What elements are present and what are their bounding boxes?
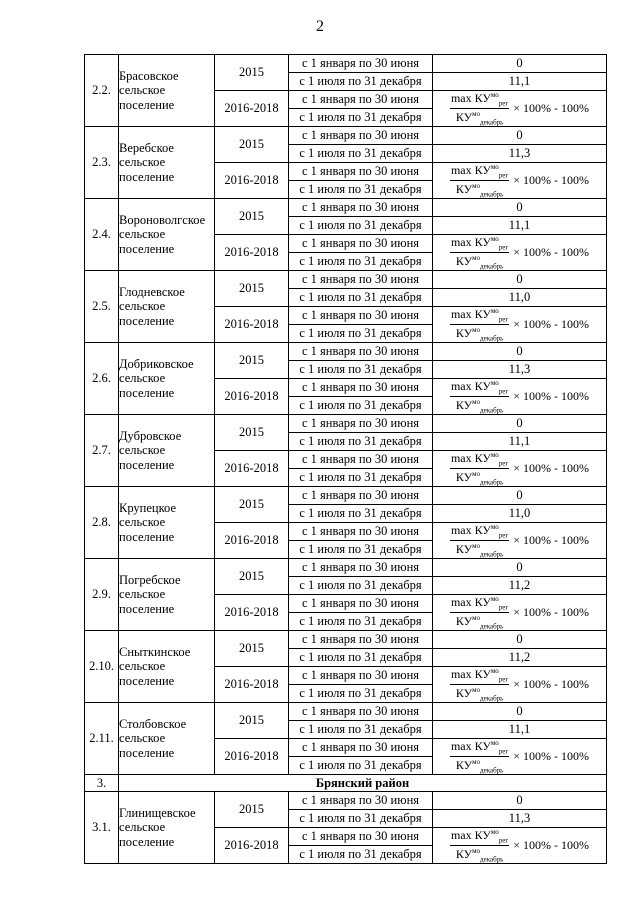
- settlement-name: Веребское сельское поселение: [119, 127, 215, 199]
- formula: [433, 236, 606, 270]
- period-cell: с 1 января по 30 июня: [289, 739, 433, 757]
- formula-cell: [433, 91, 607, 127]
- period-cell: с 1 января по 30 июня: [289, 271, 433, 289]
- row-number: 2.9.: [85, 559, 119, 631]
- formula-numerator: [450, 163, 509, 181]
- row-number: 2.7.: [85, 415, 119, 487]
- period-cell: с 1 июля по 31 декабря: [289, 253, 433, 271]
- formula-denominator-sup: мо: [472, 470, 481, 478]
- formula-denominator: [456, 397, 504, 414]
- formula-numerator-sup: мо: [490, 827, 499, 836]
- page-number: 2: [316, 18, 324, 35]
- formula-numerator-text: max КУ: [450, 827, 491, 842]
- formula-numerator-sup: мо: [490, 378, 499, 387]
- value-cell: 11,3: [433, 145, 607, 163]
- table-row: [85, 703, 607, 721]
- settlement-name: Брасовское сельское поселение: [119, 55, 215, 127]
- settlement-name: Дубровское сельское поселение: [119, 415, 215, 487]
- formula-numerator-sub: рег: [498, 835, 509, 844]
- period-cell: с 1 июля по 31 декабря: [289, 649, 433, 667]
- period-cell: с 1 января по 30 июня: [289, 451, 433, 469]
- formula-denominator-text: КУ: [455, 686, 473, 700]
- formula-numerator-text: max КУ: [450, 378, 491, 393]
- formula-denominator-sub: декабрь: [480, 406, 504, 415]
- year-cell: 2016-2018: [215, 163, 289, 199]
- row-number: 2.2.: [85, 55, 119, 127]
- period-cell: с 1 июля по 31 декабря: [289, 505, 433, 523]
- value-cell: 0: [433, 343, 607, 361]
- value-cell: 11,1: [433, 217, 607, 235]
- formula-numerator: [450, 523, 509, 541]
- formula-denominator-sup: мо: [472, 847, 481, 855]
- value-cell: 0: [433, 559, 607, 577]
- formula-fraction: [450, 739, 509, 775]
- period-cell: с 1 июля по 31 декабря: [289, 73, 433, 91]
- period-cell: с 1 января по 30 июня: [289, 415, 433, 433]
- formula-denominator-sup: мо: [472, 614, 481, 622]
- formula-fraction: [450, 667, 509, 703]
- formula-denominator-sup: мо: [472, 758, 481, 766]
- formula-numerator-sup: мо: [490, 522, 499, 531]
- formula-denominator: [456, 109, 504, 126]
- formula-denominator-sub: декабрь: [480, 190, 504, 199]
- formula-denominator-text: КУ: [455, 326, 473, 340]
- formula: [433, 380, 606, 414]
- year-cell: 2016-2018: [215, 235, 289, 271]
- formula-numerator-sup: мо: [490, 306, 499, 315]
- formula-denominator: [456, 685, 504, 702]
- formula-numerator-sub: рег: [498, 746, 509, 755]
- section-name: Брянский район: [119, 775, 607, 792]
- table-row: [85, 271, 607, 289]
- formula: [433, 668, 606, 702]
- formula-fraction: [450, 91, 509, 127]
- formula-tail: × 100% - 100%: [513, 460, 590, 475]
- formula-denominator-sub: декабрь: [480, 694, 504, 703]
- period-cell: с 1 июля по 31 декабря: [289, 109, 433, 127]
- period-cell: с 1 января по 30 июня: [289, 343, 433, 361]
- settlement-name: Глинищевское сельское поселение: [119, 792, 215, 864]
- period-cell: с 1 января по 30 июня: [289, 487, 433, 505]
- formula-tail: × 100% - 100%: [513, 748, 590, 763]
- tariff-table: [84, 54, 607, 864]
- formula-fraction: [450, 451, 509, 487]
- settlement-name: Сныткинское сельское поселение: [119, 631, 215, 703]
- formula-denominator-sub: декабрь: [480, 262, 504, 271]
- formula-denominator-sup: мо: [472, 542, 481, 550]
- formula-denominator-text: КУ: [455, 254, 473, 268]
- formula-cell: [433, 523, 607, 559]
- year-cell: 2016-2018: [215, 828, 289, 864]
- formula-numerator-sub: рег: [498, 98, 509, 107]
- row-number: 2.4.: [85, 199, 119, 271]
- table-row: [85, 415, 607, 433]
- formula-cell: [433, 595, 607, 631]
- formula-fraction: [450, 595, 509, 631]
- formula-denominator-sup: мо: [472, 110, 481, 118]
- period-cell: с 1 января по 30 июня: [289, 379, 433, 397]
- formula-numerator-text: max КУ: [450, 594, 491, 609]
- value-cell: 11,2: [433, 649, 607, 667]
- formula-denominator: [456, 181, 504, 198]
- formula: [433, 164, 606, 198]
- formula-cell: [433, 451, 607, 487]
- formula-denominator: [456, 846, 504, 863]
- formula-cell: [433, 739, 607, 775]
- formula-denominator-sup: мо: [472, 254, 481, 262]
- formula-denominator-sub: декабрь: [480, 855, 504, 864]
- settlement-name: Столбовское сельское поселение: [119, 703, 215, 775]
- formula-numerator-text: max КУ: [450, 234, 491, 249]
- year-cell: 2016-2018: [215, 667, 289, 703]
- formula-denominator-sub: декабрь: [480, 334, 504, 343]
- formula-denominator-sub: декабрь: [480, 550, 504, 559]
- formula-denominator-sub: декабрь: [480, 766, 504, 775]
- year-cell: 2015: [215, 199, 289, 235]
- period-cell: с 1 июля по 31 декабря: [289, 361, 433, 379]
- formula-denominator: [456, 325, 504, 342]
- formula-numerator-text: max КУ: [450, 450, 491, 465]
- table-row: [85, 55, 607, 73]
- row-number: 2.5.: [85, 271, 119, 343]
- year-cell: 2016-2018: [215, 595, 289, 631]
- period-cell: с 1 июля по 31 декабря: [289, 469, 433, 487]
- value-cell: 11,3: [433, 361, 607, 379]
- formula-numerator-sup: мо: [490, 594, 499, 603]
- table-row: [85, 792, 607, 810]
- row-number: 2.11.: [85, 703, 119, 775]
- value-cell: 0: [433, 415, 607, 433]
- formula-tail: × 100% - 100%: [513, 604, 590, 619]
- period-cell: с 1 июля по 31 декабря: [289, 613, 433, 631]
- year-cell: 2016-2018: [215, 307, 289, 343]
- settlement-name: Вороноволгское сельское поселение: [119, 199, 215, 271]
- formula-numerator-text: max КУ: [450, 738, 491, 753]
- period-cell: с 1 июля по 31 декабря: [289, 721, 433, 739]
- value-cell: 11,2: [433, 577, 607, 595]
- year-cell: 2016-2018: [215, 91, 289, 127]
- value-cell: 0: [433, 55, 607, 73]
- formula-numerator-sub: рег: [498, 314, 509, 323]
- formula-denominator: [456, 541, 504, 558]
- period-cell: с 1 июля по 31 декабря: [289, 541, 433, 559]
- settlement-name: Крупецкое сельское поселение: [119, 487, 215, 559]
- formula: [433, 524, 606, 558]
- formula-denominator-sub: декабрь: [480, 622, 504, 631]
- formula-numerator: [450, 828, 509, 846]
- formula-numerator-sup: мо: [490, 162, 499, 171]
- year-cell: 2015: [215, 343, 289, 379]
- formula-denominator-sub: декабрь: [480, 478, 504, 487]
- formula-tail: × 100% - 100%: [513, 388, 590, 403]
- period-cell: с 1 января по 30 июня: [289, 199, 433, 217]
- year-cell: 2016-2018: [215, 523, 289, 559]
- formula-denominator: [456, 253, 504, 270]
- formula-fraction: [450, 235, 509, 271]
- period-cell: с 1 января по 30 июня: [289, 307, 433, 325]
- formula-denominator-sup: мо: [472, 398, 481, 406]
- period-cell: с 1 июля по 31 декабря: [289, 846, 433, 864]
- settlement-name: Глодневское сельское поселение: [119, 271, 215, 343]
- table-row: [85, 487, 607, 505]
- formula-numerator-sup: мо: [490, 234, 499, 243]
- value-cell: 0: [433, 703, 607, 721]
- table-row: [85, 559, 607, 577]
- formula-numerator: [450, 307, 509, 325]
- period-cell: с 1 января по 30 июня: [289, 595, 433, 613]
- formula-fraction: [450, 523, 509, 559]
- formula: [433, 92, 606, 126]
- formula-denominator-text: КУ: [455, 614, 473, 628]
- year-cell: 2015: [215, 271, 289, 307]
- value-cell: 0: [433, 127, 607, 145]
- period-cell: с 1 января по 30 июня: [289, 55, 433, 73]
- year-cell: 2015: [215, 792, 289, 828]
- formula: [433, 596, 606, 630]
- period-cell: с 1 июля по 31 декабря: [289, 810, 433, 828]
- settlement-name: Погребское сельское поселение: [119, 559, 215, 631]
- formula: [433, 829, 606, 863]
- year-cell: 2015: [215, 631, 289, 667]
- formula-numerator: [450, 739, 509, 757]
- value-cell: 11,1: [433, 433, 607, 451]
- formula-numerator-text: max КУ: [450, 666, 491, 681]
- table-row: [85, 343, 607, 361]
- formula-numerator-sub: рег: [498, 674, 509, 683]
- period-cell: с 1 января по 30 июня: [289, 828, 433, 846]
- formula-cell: [433, 307, 607, 343]
- year-cell: 2015: [215, 55, 289, 91]
- row-number: 2.10.: [85, 631, 119, 703]
- formula-numerator-sup: мо: [490, 90, 499, 99]
- year-cell: 2016-2018: [215, 379, 289, 415]
- formula-tail: × 100% - 100%: [513, 244, 590, 259]
- period-cell: с 1 июля по 31 декабря: [289, 181, 433, 199]
- formula-numerator: [450, 451, 509, 469]
- period-cell: с 1 июля по 31 декабря: [289, 577, 433, 595]
- value-cell: 11,0: [433, 289, 607, 307]
- formula: [433, 452, 606, 486]
- value-cell: 11,0: [433, 505, 607, 523]
- formula-tail: × 100% - 100%: [513, 316, 590, 331]
- formula-numerator-sup: мо: [490, 738, 499, 747]
- formula-denominator-text: КУ: [455, 470, 473, 484]
- table-row: [85, 127, 607, 145]
- formula-cell: [433, 828, 607, 864]
- formula-numerator: [450, 379, 509, 397]
- formula-fraction: [450, 828, 509, 864]
- period-cell: с 1 июля по 31 декабря: [289, 757, 433, 775]
- formula-numerator-text: max КУ: [450, 162, 491, 177]
- period-cell: с 1 января по 30 июня: [289, 91, 433, 109]
- year-cell: 2015: [215, 703, 289, 739]
- formula-cell: [433, 667, 607, 703]
- value-cell: 11,1: [433, 73, 607, 91]
- period-cell: с 1 января по 30 июня: [289, 667, 433, 685]
- period-cell: с 1 января по 30 июня: [289, 792, 433, 810]
- formula-numerator-sup: мо: [490, 666, 499, 675]
- year-cell: 2015: [215, 487, 289, 523]
- formula-fraction: [450, 307, 509, 343]
- year-cell: 2015: [215, 127, 289, 163]
- formula-cell: [433, 379, 607, 415]
- row-number: 3.1.: [85, 792, 119, 864]
- period-cell: с 1 июля по 31 декабря: [289, 325, 433, 343]
- formula-denominator-text: КУ: [455, 758, 473, 772]
- year-cell: 2015: [215, 559, 289, 595]
- formula-numerator-text: max КУ: [450, 90, 491, 105]
- formula-numerator-sup: мо: [490, 450, 499, 459]
- table-row: [85, 631, 607, 649]
- formula-denominator-sup: мо: [472, 326, 481, 334]
- formula-numerator-text: max КУ: [450, 522, 491, 537]
- formula-numerator: [450, 91, 509, 109]
- year-cell: 2016-2018: [215, 739, 289, 775]
- value-cell: 0: [433, 199, 607, 217]
- formula-numerator-sub: рег: [498, 386, 509, 395]
- row-number: 2.8.: [85, 487, 119, 559]
- formula-numerator-sub: рег: [498, 170, 509, 179]
- value-cell: 0: [433, 271, 607, 289]
- value-cell: 0: [433, 487, 607, 505]
- formula-numerator-text: max КУ: [450, 306, 491, 321]
- formula-fraction: [450, 379, 509, 415]
- period-cell: с 1 июля по 31 декабря: [289, 289, 433, 307]
- period-cell: с 1 января по 30 июня: [289, 127, 433, 145]
- formula-numerator-sub: рег: [498, 242, 509, 251]
- formula-denominator-sup: мо: [472, 182, 481, 190]
- formula-tail: × 100% - 100%: [513, 100, 590, 115]
- formula-cell: [433, 235, 607, 271]
- formula-denominator-sup: мо: [472, 686, 481, 694]
- period-cell: с 1 января по 30 июня: [289, 523, 433, 541]
- formula-numerator-sub: рег: [498, 530, 509, 539]
- period-cell: с 1 июля по 31 декабря: [289, 145, 433, 163]
- formula-denominator-text: КУ: [455, 398, 473, 412]
- formula-fraction: [450, 163, 509, 199]
- year-cell: 2015: [215, 415, 289, 451]
- value-cell: 11,3: [433, 810, 607, 828]
- formula-numerator: [450, 595, 509, 613]
- formula-denominator-sub: декабрь: [480, 118, 504, 127]
- formula-tail: × 100% - 100%: [513, 532, 590, 547]
- formula: [433, 308, 606, 342]
- period-cell: с 1 января по 30 июня: [289, 703, 433, 721]
- table-row: [85, 199, 607, 217]
- value-cell: 0: [433, 792, 607, 810]
- formula-numerator: [450, 667, 509, 685]
- period-cell: с 1 января по 30 июня: [289, 235, 433, 253]
- formula-numerator-sub: рег: [498, 602, 509, 611]
- formula-numerator: [450, 235, 509, 253]
- settlement-name: Добриковское сельское поселение: [119, 343, 215, 415]
- period-cell: с 1 июля по 31 декабря: [289, 685, 433, 703]
- period-cell: с 1 января по 30 июня: [289, 631, 433, 649]
- formula-numerator-sub: рег: [498, 458, 509, 467]
- value-cell: 11,1: [433, 721, 607, 739]
- period-cell: с 1 января по 30 июня: [289, 163, 433, 181]
- formula-denominator-text: КУ: [455, 182, 473, 196]
- value-cell: 0: [433, 631, 607, 649]
- formula-denominator: [456, 469, 504, 486]
- formula-tail: × 100% - 100%: [513, 676, 590, 691]
- section-number: 3.: [85, 775, 119, 792]
- formula: [433, 740, 606, 774]
- formula-tail: × 100% - 100%: [513, 837, 590, 852]
- section-row: [85, 775, 607, 792]
- formula-denominator: [456, 613, 504, 630]
- formula-tail: × 100% - 100%: [513, 172, 590, 187]
- formula-cell: [433, 163, 607, 199]
- formula-denominator-text: КУ: [455, 110, 473, 124]
- period-cell: с 1 января по 30 июня: [289, 559, 433, 577]
- formula-denominator-text: КУ: [455, 542, 473, 556]
- formula-denominator-text: КУ: [455, 847, 473, 861]
- year-cell: 2016-2018: [215, 451, 289, 487]
- row-number: 2.6.: [85, 343, 119, 415]
- formula-denominator: [456, 757, 504, 774]
- row-number: 2.3.: [85, 127, 119, 199]
- period-cell: с 1 июля по 31 декабря: [289, 217, 433, 235]
- period-cell: с 1 июля по 31 декабря: [289, 433, 433, 451]
- period-cell: с 1 июля по 31 декабря: [289, 397, 433, 415]
